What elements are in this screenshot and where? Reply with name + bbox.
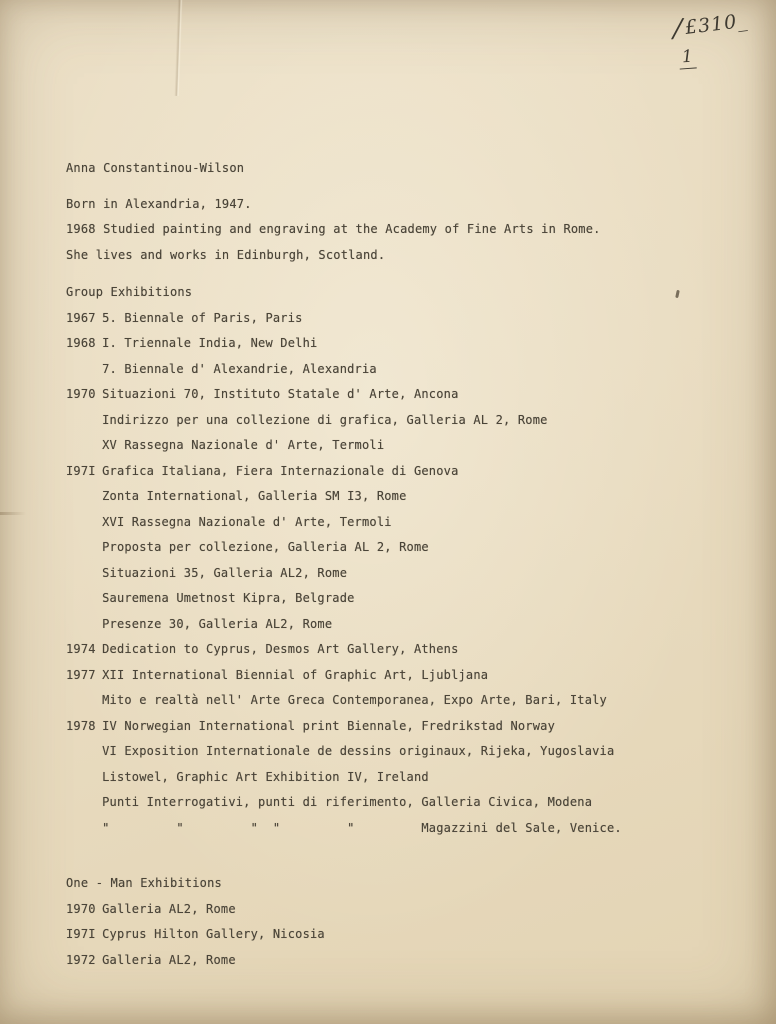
entry-text: Grafica Italiana, Fiera Internazionale di Genova — [102, 463, 459, 478]
entry-text: Cyprus Hilton Gallery, Nicosia — [102, 927, 325, 941]
section-title: One - Man Exhibitions — [66, 876, 222, 890]
entry-text: Listowel, Graphic Art Exhibition IV, Ireland — [102, 769, 429, 784]
exhibition-entry — [66, 663, 736, 689]
exhibition-entry — [66, 433, 736, 459]
exhibition-entry — [66, 922, 736, 948]
handwritten-price-row — [672, 4, 750, 43]
entry-text: Zonta International, Galleria SM I3, Rome — [102, 489, 407, 503]
entry-text: Presenze 30, Galleria AL2, Rome — [102, 616, 333, 631]
section-entries — [66, 306, 736, 842]
section-title: Group Exhibitions — [66, 285, 193, 299]
exhibition-entry — [66, 306, 736, 332]
entry-text: XII International Biennial of Graphic Art, Ljubljana — [102, 667, 489, 682]
bio-line-studies: 1968 Studied painting and engraving at the Academy of Fine Arts in Rome. — [66, 222, 601, 236]
entry-text: Sauremena Umetnost Kipra, Belgrade — [102, 591, 355, 605]
exhibition-entry — [66, 612, 736, 638]
exhibition-entry — [66, 948, 736, 974]
exhibition-entry — [66, 408, 736, 434]
exhibition-entry — [66, 459, 736, 485]
handwritten-page-number: 1 — [678, 46, 696, 69]
entry-text: Galleria AL2, Rome — [102, 901, 236, 916]
entry-text: XV Rassegna Nazionale d' Arte, Termoli — [102, 438, 385, 452]
entry-year: 1968 — [66, 336, 96, 350]
entry-text: Proposta per collezione, Galleria AL 2, Rome — [102, 540, 429, 554]
entry-text: Mito e realtà nell' Arte Greca Contemporanea, Expo Arte, Bari, Italy — [102, 693, 607, 707]
entry-text: VI Exposition Internationale de dessins originaux, Rijeka, Yugoslavia — [102, 744, 615, 758]
exhibition-entry — [66, 535, 736, 561]
exhibition-entry — [66, 714, 736, 740]
bio-line-residence: She lives and works in Edinburgh, Scotland. — [66, 247, 386, 262]
handwritten-annotation — [673, 8, 748, 69]
entry-year: 1970 — [66, 901, 96, 916]
exhibition-entry — [66, 816, 736, 842]
handwritten-slash-mark: ∕ — [673, 13, 684, 45]
entry-text: 5. Biennale of Paris, Paris — [102, 310, 303, 325]
exhibition-entry — [66, 586, 736, 612]
entry-year: 1978 — [66, 718, 96, 733]
entry-text: Indirizzo per una collezione di grafica, Galleria AL 2, Rome — [102, 412, 548, 427]
entry-year: 1972 — [66, 952, 96, 967]
exhibition-entry — [66, 484, 736, 510]
handwritten-price: £310_ — [684, 9, 750, 40]
entry-text: XVI Rassegna Nazionale d' Arte, Termoli — [102, 514, 392, 529]
entry-year: 1970 — [66, 387, 96, 401]
entry-text: 7. Biennale d' Alexandrie, Alexandria — [102, 361, 377, 376]
entry-year: 1967 — [66, 310, 96, 325]
exhibition-entry — [66, 382, 736, 408]
entry-text: Situazioni 35, Galleria AL2, Rome — [102, 565, 348, 580]
exhibition-entry — [66, 510, 736, 536]
exhibition-entry — [66, 739, 736, 765]
entry-year: I97I — [66, 463, 96, 478]
exhibition-entry — [66, 331, 736, 357]
exhibition-entry — [66, 790, 736, 816]
entry-text: " " " " " Magazzini del Sale, Venice. — [102, 820, 622, 835]
exhibition-entry — [66, 637, 736, 663]
paper-crease-top — [174, 0, 182, 96]
section-entries — [66, 897, 736, 974]
entry-text: Galleria AL2, Rome — [102, 952, 236, 967]
bio-line-born: Born in Alexandria, 1947. — [66, 196, 252, 211]
exhibition-entry — [66, 561, 736, 587]
exhibition-section — [66, 871, 736, 973]
entry-text: Punti Interrogativi, punti di riferimento, Galleria Civica, Modena — [102, 795, 593, 809]
entry-text: IV Norwegian International print Biennale, Fredrikstad Norway — [102, 718, 556, 733]
exhibition-entry — [66, 765, 736, 791]
exhibition-entry — [66, 688, 736, 714]
entry-year: 1974 — [66, 642, 96, 656]
exhibition-entry — [66, 897, 736, 923]
entry-text: I. Triennale India, New Delhi — [102, 336, 318, 350]
exhibition-sections — [66, 280, 736, 973]
document-content — [66, 156, 736, 973]
entry-text: Situazioni 70, Instituto Statale d' Arte, Ancona — [102, 387, 459, 401]
entry-year: 1977 — [66, 667, 96, 682]
entry-text: Dedication to Cyprus, Desmos Art Gallery, Athens — [102, 642, 459, 656]
artist-name: Anna Constantinou-Wilson — [66, 161, 245, 175]
exhibition-section — [66, 280, 736, 841]
paper-fold-left — [0, 512, 26, 515]
entry-year: I97I — [66, 927, 96, 941]
exhibition-entry — [66, 357, 736, 383]
